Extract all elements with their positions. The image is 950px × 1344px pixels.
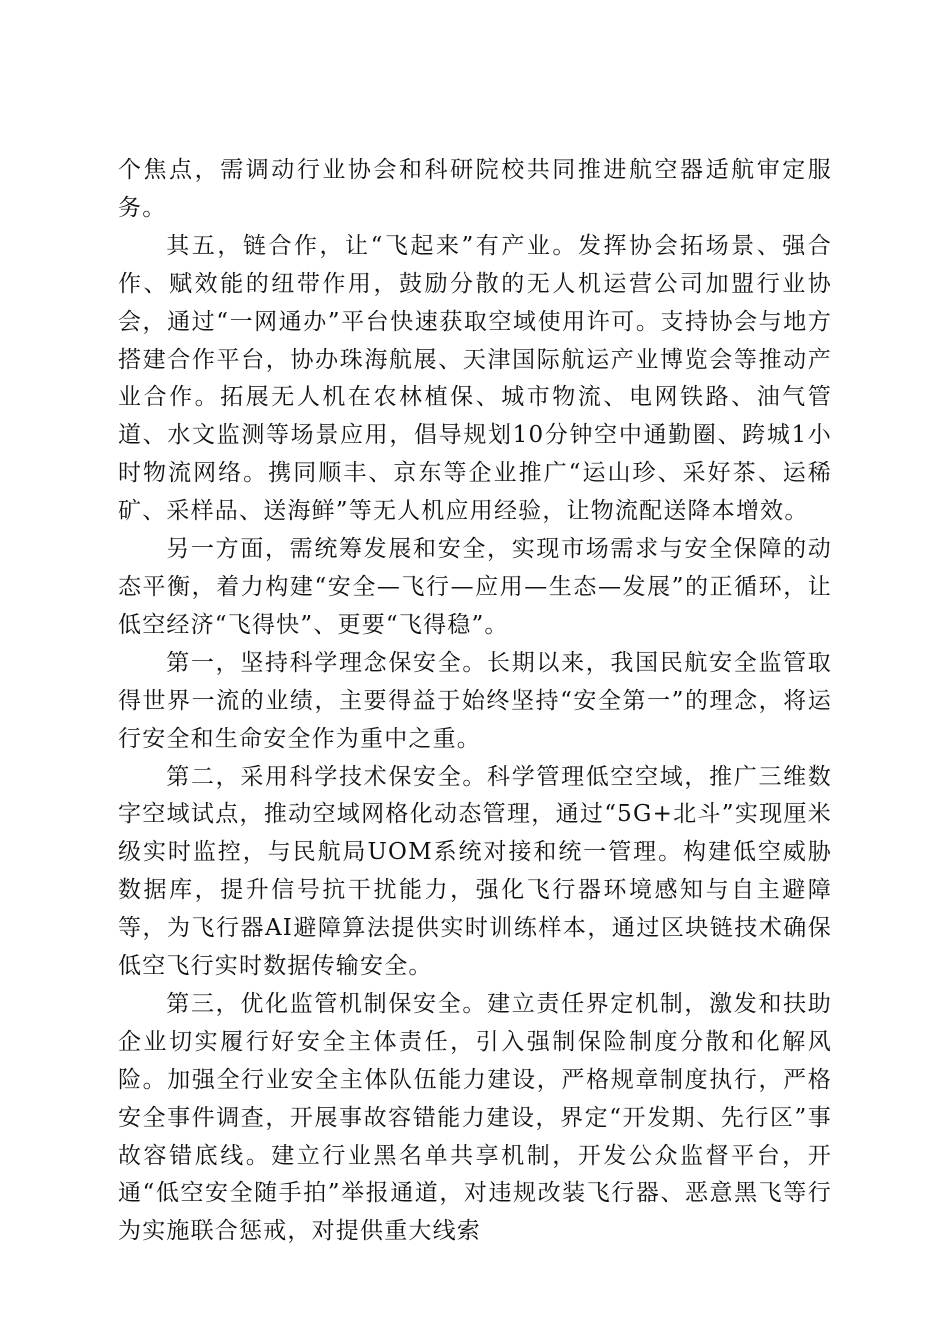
- paragraph-4: 第一，坚持科学理念保安全。长期以来，我国民航安全监管取得世界一流的业绩，主要得益于始终坚持“安全第一”的理念，将运行安全和生命安全作为重中之重。: [118, 649, 832, 752]
- body-text: [118, 152, 832, 1251]
- paragraph-5: 第二，采用科学技术保安全。科学管理低空空域，推广三维数字空域试点，推动空域网格化动态管理，通过“5G+北斗”实现厘米级实时监控，与民航局UOM系统对接和统一管理。构建低空威胁数据库，提升信号抗干扰能力，强化飞行器环境感知与自主避障等，为飞行器AI避障算法提供实时训练样本，通过区块链技术确保低空飞行实时数据传输安全。: [118, 763, 832, 980]
- paragraph-3: 另一方面，需统筹发展和安全，实现市场需求与安全保障的动态平衡，着力构建“安全—飞行—应用—生态—发展”的正循环，让低空经济“飞得快”、更要“飞得稳”。: [118, 536, 832, 638]
- paragraph-6: 第三，优化监管机制保安全。建立责任界定机制，激发和扶助企业切实履行好安全主体责任，引入强制保险制度分散和化解风险。加强全行业安全主体队伍能力建设，严格规章制度执行，严格安全事件调查，开展事故容错能力建设，界定“开发期、先行区”事故容错底线。建立行业黑名单共享机制，开发公众监督平台，开通“低空安全随手拍”举报通道，对违规改装飞行器、恶意黑飞等行为实施联合惩戒，对提供重大线索: [118, 990, 832, 1245]
- paragraph-1: 个焦点，需调动行业协会和科研院校共同推进航空器适航审定服务。: [118, 157, 832, 221]
- paragraph-2: 其五，链合作，让“飞起来”有产业。发挥协会拓场景、强合作、赋效能的纽带作用，鼓励分散的无人机运营公司加盟行业协会，通过“一网通办”平台快速获取空域使用许可。支持协会与地方搭建合作平台，协办珠海航展、天津国际航运产业博览会等推动产业合作。拓展无人机在农林植保、城市物流、电网铁路、油气管道、水文监测等场景应用，倡导规划10分钟空中通勤圈、跨城1小时物流网络。携同顺丰、京东等企业推广“运山珍、采好茶、运稀矿、采样品、送海鲜”等无人机应用经验，让物流配送降本增效。: [118, 232, 832, 525]
